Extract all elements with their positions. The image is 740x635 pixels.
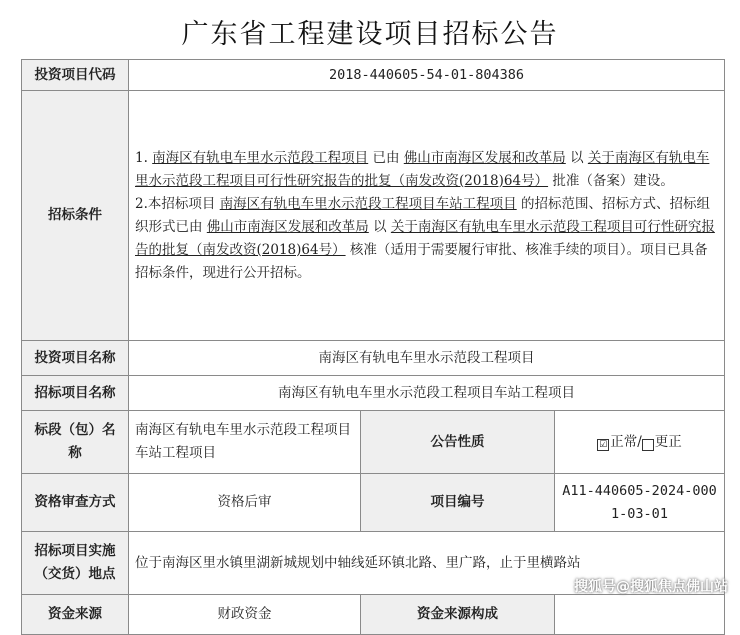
funding-label: 资金来源: [22, 595, 129, 635]
condition-1-authority: 佛山市南海区发展和改革局: [403, 149, 566, 166]
condition-2-approval-doc: 关于南海区有轨电车里水示范段工程项目可行性研究报告的批复（南发改资(2018)64号）: [135, 218, 715, 258]
condition-2-authority: 佛山市南海区发展和改革局: [206, 218, 369, 235]
row-project-code: [22, 60, 725, 91]
notice-table: [21, 59, 725, 635]
row-section: [22, 411, 725, 474]
corrected-checkbox-icon: [642, 439, 654, 451]
project-code-label: 投资项目代码: [22, 60, 129, 91]
notice-title: 广东省工程建设项目招标公告: [181, 19, 559, 50]
funding-structure-label: 资金来源构成: [361, 595, 555, 635]
condition-1-project: 南海区有轨电车里水示范段工程项目: [152, 149, 369, 166]
condition-1-approval-doc: 关于南海区有轨电车里水示范段工程项目可行性研究报告的批复（南发改资(2018)64号）: [135, 149, 710, 189]
condition-2-project: 南海区有轨电车里水示范段工程项目车站工程项目: [219, 195, 517, 212]
normal-option-label: 正常/: [610, 433, 642, 450]
row-qualification: [22, 474, 725, 532]
location-label: 招标项目实施（交货）地点: [22, 532, 129, 595]
conditions-text: [129, 91, 725, 341]
watermark: 搜狐号@搜狐焦点佛山站: [574, 579, 728, 595]
normal-checkbox-icon: ☑: [599, 439, 608, 450]
investment-name-label: 投资项目名称: [22, 341, 129, 376]
qualification-value: 资格后审: [129, 474, 361, 532]
conditions-label: 招标条件: [22, 91, 129, 341]
row-funding: [22, 595, 725, 635]
condition-item-2: 2.本招标项目 南海区有轨电车里水示范段工程项目车站工程项目 的招标范围、招标方式、招标组织形式已由 佛山市南海区发展和改革局 以 关于南海区有轨电车里水示范段工程项目可行性研究报告的批复（南发改资(2018)64号） 核准（适用于需要履行审批、核准手续的项目）。项目已具备招标条件，现进行公开招标。: [135, 195, 715, 281]
qualification-label: 资格审查方式: [22, 474, 129, 532]
row-conditions: [22, 91, 725, 341]
section-label: 标段（包）名称: [22, 411, 129, 474]
investment-name-value: 南海区有轨电车里水示范段工程项目: [129, 341, 725, 376]
corrected-option-label: 更正: [654, 433, 682, 450]
notice-nature-value: [555, 411, 725, 474]
notice-nature-label: 公告性质: [361, 411, 555, 474]
location-value: 位于南海区里水镇里湖新城规划中轴线延环镇北路、里广路，止于里横路站: [129, 532, 725, 595]
project-code-value: 2018-440605-54-01-804386: [129, 60, 725, 91]
project-number-label: 项目编号: [361, 474, 555, 532]
row-tender-name: [22, 376, 725, 411]
row-investment-name: [22, 341, 725, 376]
tender-name-value: 南海区有轨电车里水示范段工程项目车站工程项目: [129, 376, 725, 411]
condition-item-1: 1. 南海区有轨电车里水示范段工程项目 已由 佛山市南海区发展和改革局 以 关于南海区有轨电车里水示范段工程项目可行性研究报告的批复（南发改资(2018)64号） 批准（备案）建设。: [135, 149, 710, 189]
project-number-value: A11-440605-2024-0001-03-01: [555, 474, 725, 532]
funding-value: 财政资金: [129, 595, 361, 635]
section-value: 南海区有轨电车里水示范段工程项目车站工程项目: [129, 411, 361, 474]
funding-structure-value: [555, 595, 725, 635]
tender-name-label: 招标项目名称: [22, 376, 129, 411]
